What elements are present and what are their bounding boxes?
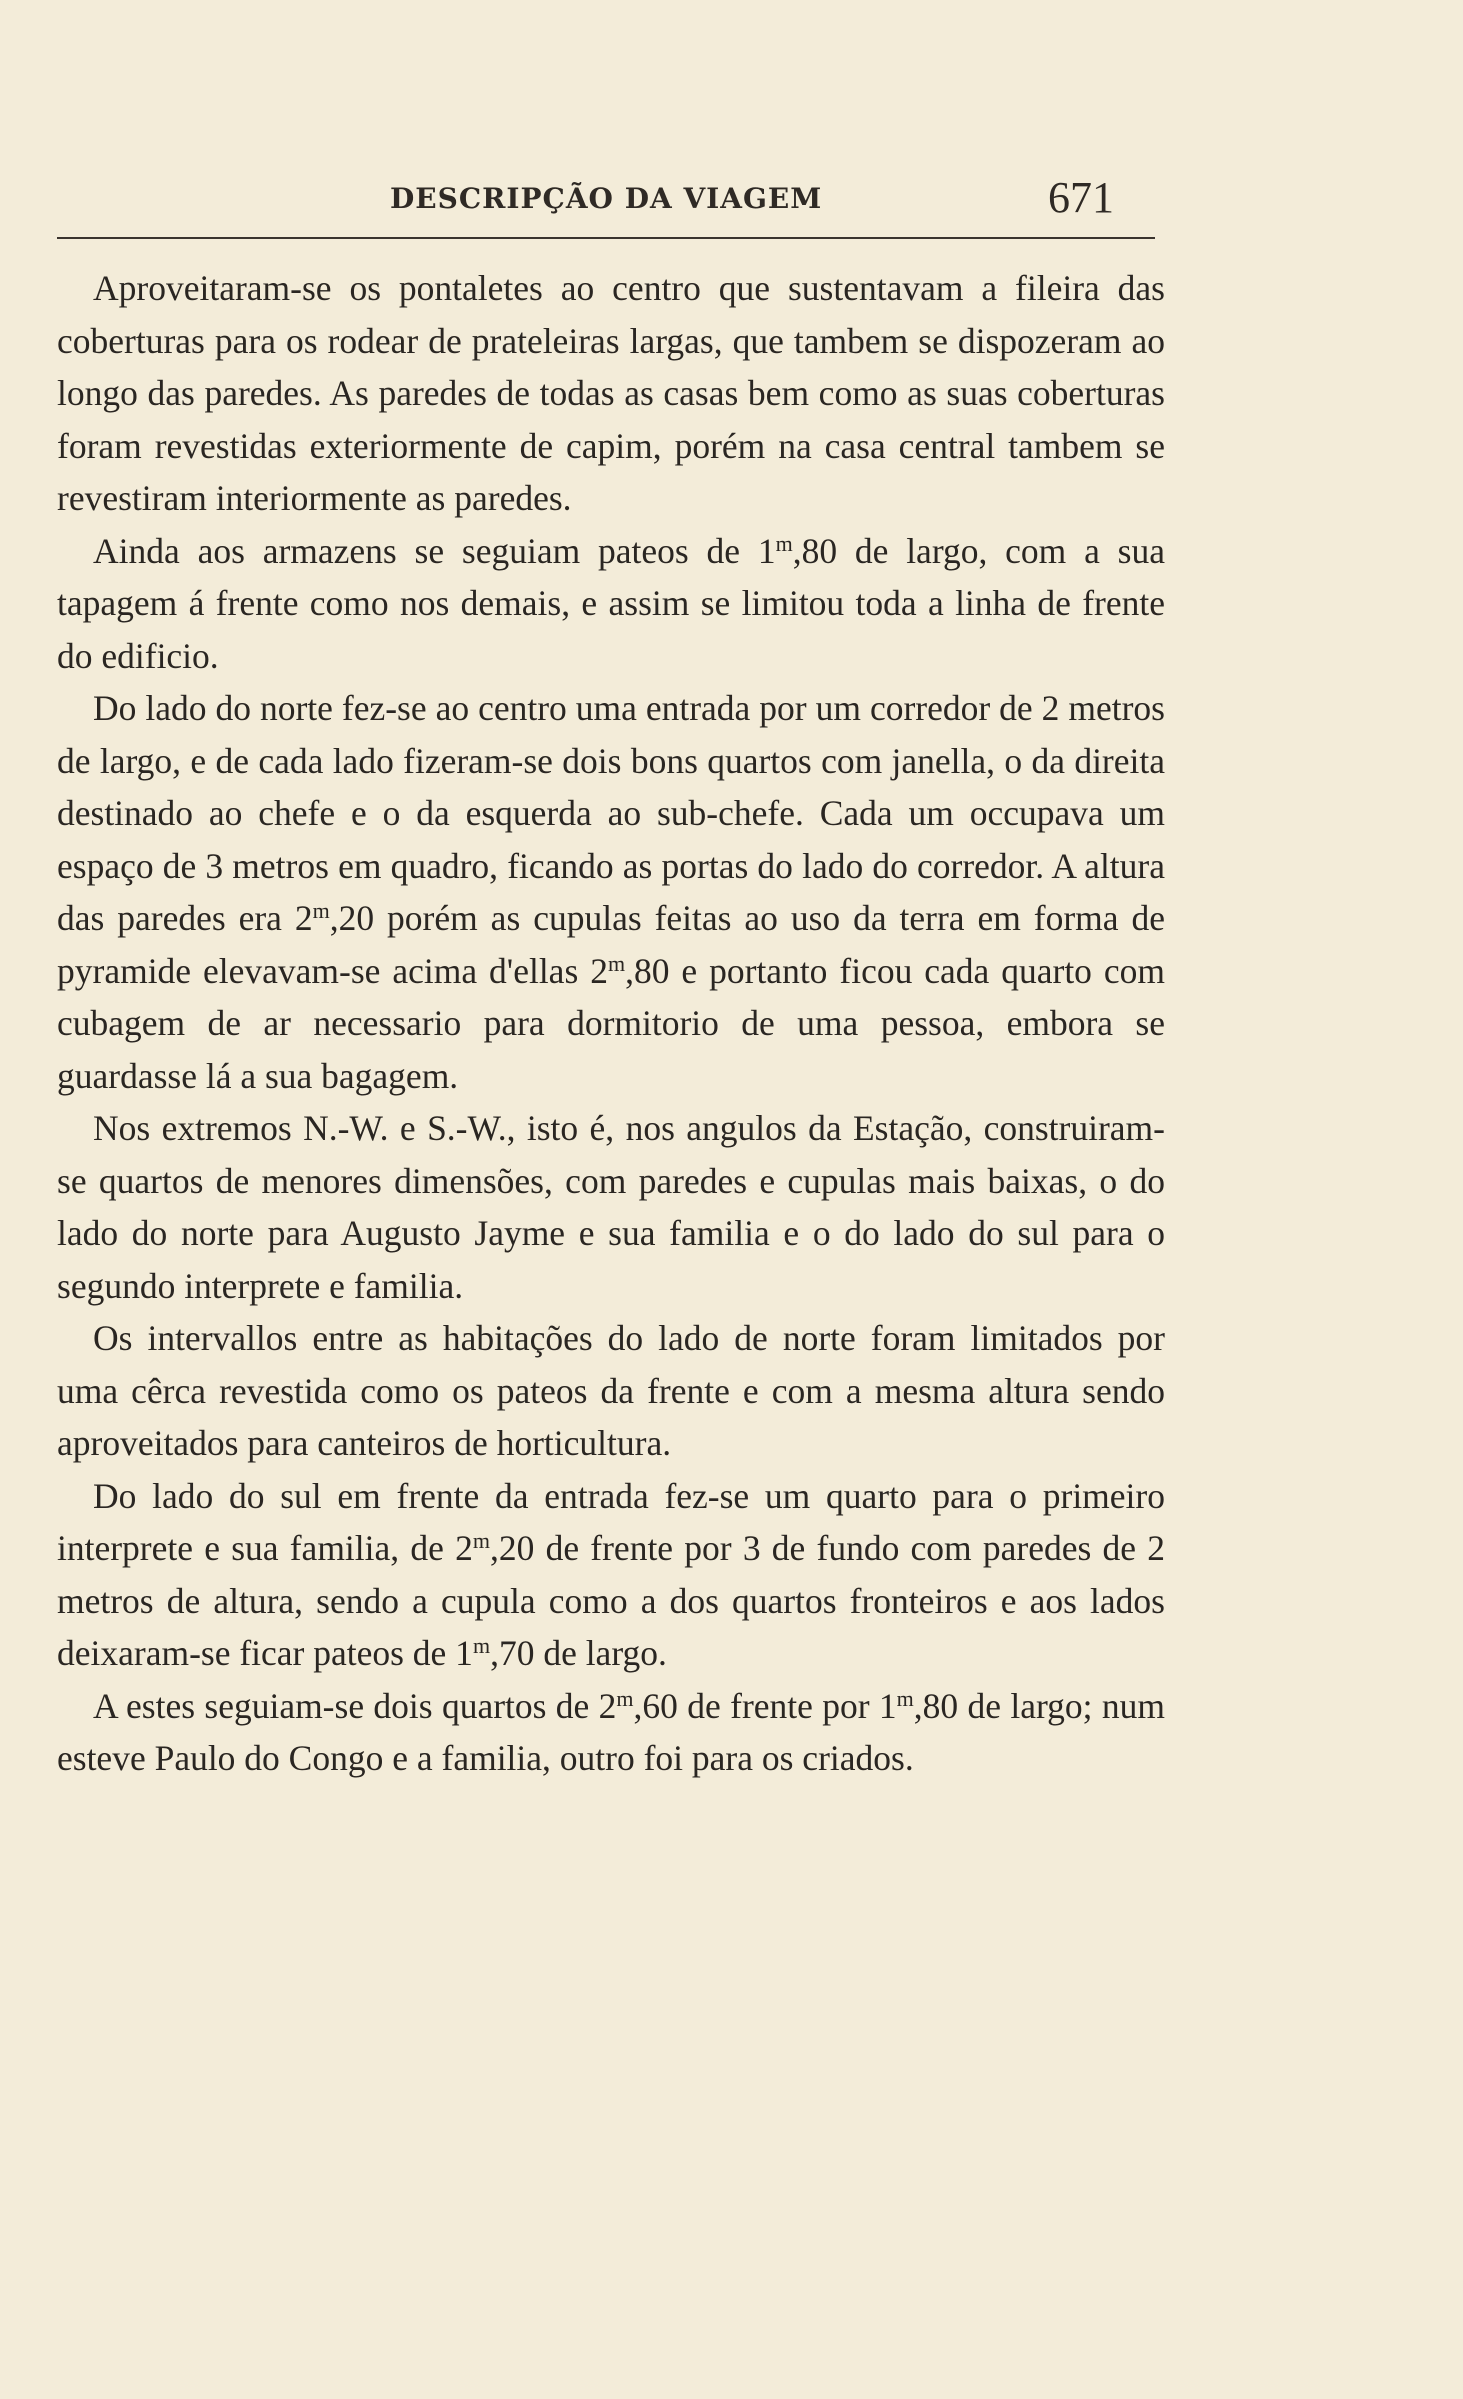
text-run: ,80 e portanto ficou cada quarto com cubagem de ar necessario para dormitorio de uma pessoa, embora se guardasse lá a sua bagagem. <box>57 950 1166 1096</box>
unit-superscript: m <box>472 1633 491 1658</box>
text-run: ,60 de frente por 1 <box>633 1685 897 1726</box>
text-run: Ainda aos armazens se seguiam pateos de 1 <box>93 530 776 571</box>
running-title: DESCRIPÇÃO DA VIAGEM <box>390 182 823 215</box>
page-number: 671 <box>1048 173 1114 222</box>
body-text <box>57 262 1165 1785</box>
paragraph-6 <box>57 1470 1165 1680</box>
text-run: ,80 de largo, com a sua tapagem á frente como nos demais, e assim se limitou toda a linha de frente do edificio. <box>57 530 1165 676</box>
paragraph-2 <box>57 525 1165 683</box>
paragraph-3 <box>57 682 1165 1102</box>
text-run: A estes seguiam-se dois quartos de 2 <box>93 1685 617 1726</box>
text-run: Do lado do norte fez-se ao centro uma entrada por um corredor de 2 metros de largo, e de cada lado fizeram-se dois bons quartos com janella, o da direita destinado ao chefe e o da esquerda ao sub-chefe. Cada um occupava um espaço de 3 metros em quadro, ficando as portas do lado do corredor. A altura das paredes era 2 <box>57 688 1165 938</box>
paragraph-1: Aproveitaram-se os pontaletes ao centro que sustentavam a fileira das coberturas para os rodear de prateleiras largas, que tambem se dispozeram ao longo das paredes. As paredes de todas as casas bem como as suas coberturas foram revestidas exteriormente de capim, porém na casa central tambem se revestiram interiormente as paredes. <box>57 268 1165 518</box>
unit-superscript: m <box>896 1685 914 1711</box>
paragraph-4: Nos extremos N.-W. e S.-W., isto é, nos angulos da Estação, construiram-se quartos de menores dimensões, com paredes e cupulas mais baixas, o do lado do norte para Augusto Jayme e sua familia e o do lado do sul para o segundo interprete e familia. <box>57 1108 1165 1306</box>
text-run: ,70 de largo. <box>490 1633 667 1673</box>
text-run: ,80 de largo; num esteve Paulo do Congo e a familia, outro foi para os criados. <box>57 1685 1165 1778</box>
text-run: ,20 porém as cupulas feitas ao uso da terra em forma de pyramide elevavam-se acima d'ellas 2 <box>57 898 1165 991</box>
unit-superscript: m <box>607 950 626 976</box>
unit-superscript: m <box>472 1528 490 1553</box>
header-rule <box>57 237 1155 239</box>
text-run: ,20 de frente por 3 de fundo com paredes de 2 metros de altura, sendo a cupula como a dos quartos fronteiros e aos lados deixaram-se ficar pateos de 1 <box>57 1528 1165 1673</box>
page-header <box>0 170 1463 230</box>
unit-superscript: m <box>775 530 793 556</box>
paragraph-7 <box>57 1680 1165 1785</box>
unit-superscript: m <box>312 898 330 923</box>
unit-superscript: m <box>616 1685 634 1711</box>
paragraph-5: Os intervallos entre as habitações do lado de norte foram limitados por uma cêrca revestida como os pateos da frente e com a mesma altura sendo aproveitados para canteiros de horticultura. <box>57 1318 1165 1463</box>
text-run: Do lado do sul em frente da entrada fez-se um quarto para o primeiro interprete e sua familia, de 2 <box>57 1475 1165 1568</box>
